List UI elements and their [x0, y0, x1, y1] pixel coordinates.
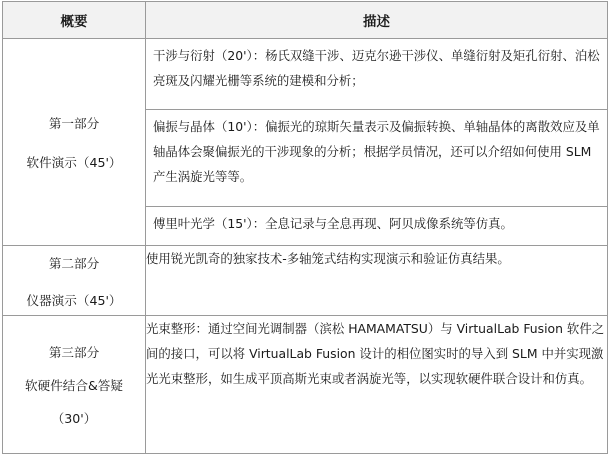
- part1-label-cell: [3, 39, 146, 246]
- part2-description-cell: 使用锐光凯奇的独家技术-多轴笼式结构实现演示和验证仿真结果。: [146, 246, 608, 316]
- part1-item-polarization: 偏振与晶体（10'）：偏振光的琼斯矢量表示及偏振转换、单轴晶体的离散效应及单轴晶体会聚偏振光的干涉现象的分析；根据学员情况，还可以介绍如何使用 SLM 产生涡旋光等等。: [146, 109, 607, 206]
- part3-subtitle: 软硬件结合&答疑: [25, 378, 123, 393]
- part2-label-cell: [3, 246, 146, 316]
- part1-item-interference: 干涉与衍射（20'）：杨氏双缝干涉、迈克尔逊干涉仪、单缝衍射及矩孔衍射、泊松亮斑及闪耀光栅等系统的建模和分析；: [153, 48, 600, 88]
- part1-item-fourier: 傅里叶光学（15'）：全息记录与全息再现、阿贝成像系统等仿真。: [146, 206, 607, 245]
- table-row-part1: [3, 39, 608, 246]
- part2-subtitle: 仪器演示（45'）: [26, 292, 122, 308]
- header-overview: 概要: [3, 2, 146, 39]
- header-row: [3, 2, 608, 39]
- part1-title: 第一部分: [48, 116, 100, 131]
- course-table: [2, 1, 608, 454]
- part3-description-cell: 光束整形：通过空间光调制器（滨松 HAMAMATSU）与 VirtualLab Fusion 软件之间的接口，可以将 VirtualLab Fusion 设计的相位图实时的导入到 SLM 中并实现激光光束整形，如生成平顶高斯光束或者涡旋光等，以实现软硬件联合设计和仿真。: [146, 316, 608, 454]
- part3-label-cell: [3, 316, 146, 454]
- part3-subtitle-duration: （30'）: [51, 411, 97, 426]
- part2-title: 第二部分: [48, 255, 100, 271]
- part3-title: 第三部分: [48, 345, 100, 360]
- part1-description-cell: [146, 39, 608, 246]
- part1-subtitle: 软件演示（45'）: [26, 155, 122, 170]
- table-row-part3: [3, 316, 608, 454]
- header-description: 描述: [146, 2, 608, 39]
- table-row-part2: [3, 246, 608, 316]
